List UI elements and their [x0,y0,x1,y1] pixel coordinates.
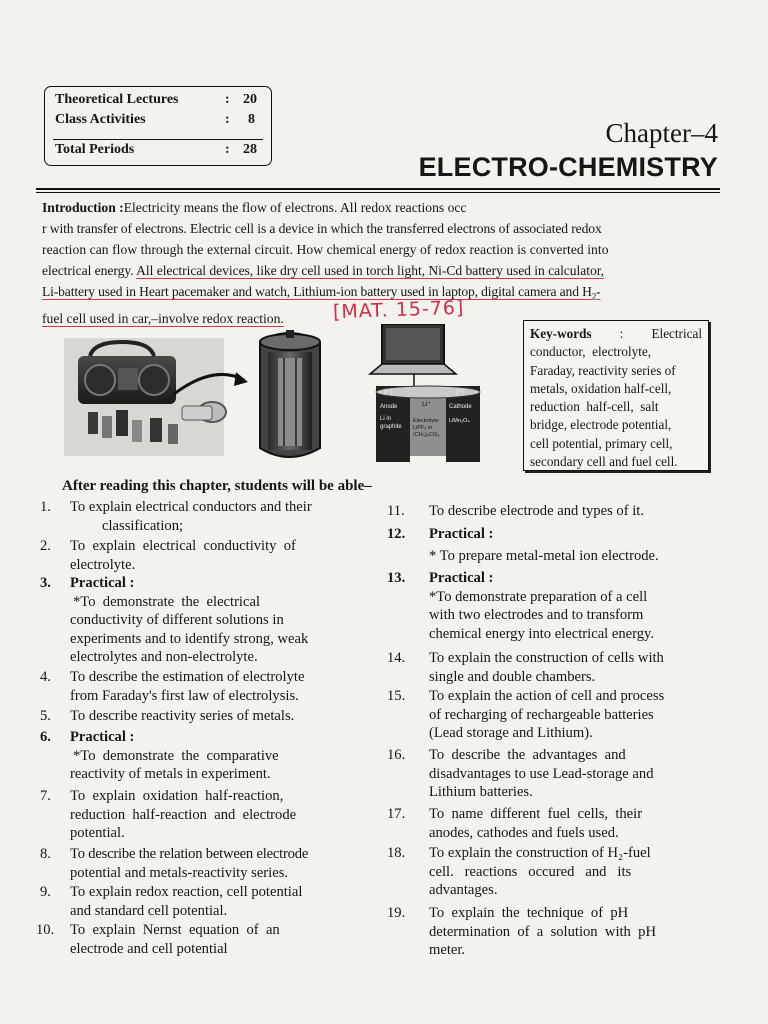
intro-line: r with transfer of electrons. Electric cell is a device in which the transferred electrons of associated redox [42,221,602,236]
objective-text [70,707,372,726]
objective-number: 4. [40,669,51,685]
periods-value: 20 [243,92,257,107]
objective-line: advantages. [429,882,498,899]
objective-line: with two electrodes and to transform [429,607,644,624]
practical-label: Practical : [429,526,494,542]
objective-text [70,845,372,882]
objective-line: anodes, cathodes and fuels used. [429,824,619,841]
objective-number: 7. [40,788,51,804]
anode-sign: (−) [384,389,393,396]
keywords-heading: Key-words [530,326,592,341]
objective-number: 12. [387,526,406,542]
practical-label: Practical : [429,570,494,586]
objective-line: reactivity of metals in experiment. [70,766,271,783]
radio-and-batteries-photo [64,338,248,456]
handwritten-note: [MAT. 15-76] [332,296,465,324]
periods-value: 28 [243,142,257,157]
periods-label: Theoretical Lectures [55,92,179,107]
objective-text [70,668,372,705]
periods-label: Class Activities [55,112,146,127]
chapter-number: Chapter–4 [605,118,718,148]
objective-number: 8. [40,846,51,862]
lithium-ion-cell-diagram [376,386,480,462]
cathode-label: Cathode [449,404,472,410]
objective-text [70,787,372,843]
cathode-sign: (+) [456,389,465,396]
objective-number: 5. [40,708,51,724]
objective-text [429,525,721,565]
objective-line: potential and metals-reactivity series. [70,864,289,881]
objective-number: 19. [387,905,406,921]
electrolyte-label: Electrolyte [413,418,439,424]
intro-line-text: - [596,284,601,299]
periods-value: 8 [248,112,255,127]
objective-line: disadvantages to use Lead-storage and [429,765,654,782]
objective-line: *To demonstrate the comparative [73,747,279,764]
intro-line-text: Li-battery used in Heart pacemaker and watch, Lithium-ion battery used in laptop, digital camera and H [42,284,592,299]
objective-text [429,569,721,643]
cathode-material: LiMn₂O₄ [449,418,470,424]
objective-number: 6. [40,729,51,745]
periods-label: Total Periods [55,142,135,157]
objective-text [70,883,372,920]
objective-line: *To demonstrate the electrical [73,593,260,610]
practical-label: Practical : [70,575,135,591]
battery-illustration [64,324,516,466]
keywords-line: conductor, electrolyte, [530,344,652,360]
objective-line: To explain the action of cell and process [429,688,665,704]
practical-label: Practical : [70,729,135,745]
objective-number: 13. [387,570,406,586]
keywords-line: cell potential, primary cell, [530,435,673,451]
objective-text [70,728,372,784]
intro-line [42,260,723,281]
objective-text [429,502,721,521]
electrolyte-label: LiPF₆ in [413,425,433,431]
objective-line: cell. reactions occured and its [429,863,632,880]
chapter-title: ELECTRO-CHEMISTRY [418,152,718,182]
periods-colon: : [225,92,230,107]
periods-colon: : [225,112,230,127]
objective-text [70,574,372,667]
objective-text [429,746,721,802]
objective-number: 11. [387,503,405,519]
objective-number: 9. [40,884,51,900]
objective-line: To describe the estimation of electrolyte [70,669,305,685]
intro-line: reaction can flow through the external circuit. How chemical energy of redox reaction is converted into [42,242,609,257]
objective-line: single and double chambers. [429,668,596,685]
electrolyte-label: (CH₃)₂CO₃ [413,432,440,438]
objective-line: Lithium batteries. [429,784,533,801]
objective-line: classification; [102,517,184,534]
objective-text [429,805,721,842]
objective-number: 3. [40,575,51,591]
keywords-line: Faraday, reactivity series of [530,362,676,378]
objective-number: 16. [387,747,406,763]
objective-text [70,921,372,958]
objective-line: To name different fuel cells, their [429,806,643,822]
objective-text [429,844,721,900]
objective-text [429,904,721,960]
objective-line: To describe reactivity series of metals. [70,708,295,724]
anode-material: Li in [380,416,392,422]
objective-line: To explain electrical conductors and their [70,499,312,515]
highlighted-text: fuel cell used in car,–involve redox reaction. [42,310,284,326]
periods-colon: : [225,142,230,157]
objective-line: of recharging of rechargeable batteries [429,706,654,723]
objective-line: To explain the technique of pH [429,905,629,921]
objective-line: reduction half-reaction and electrode [70,806,297,823]
heading-rule [36,188,720,190]
anode-material: graphite [380,424,402,430]
objective-line: To describe the advantages and [429,747,626,763]
intro-line-text: electrical energy. [42,263,137,278]
keywords-line: Electrical [651,326,702,341]
laptop-sketch [370,324,456,386]
objective-line: To explain Nernst equation of an [70,922,280,938]
intro-line-text: Electricity means the flow of electrons. All redox reactions occ [123,200,467,215]
periods-box [44,86,272,166]
objective-number: 15. [387,688,406,704]
keywords-line: reduction half-cell, salt [530,399,659,415]
objective-line: To describe the relation between electrode [70,846,309,862]
ion-label: Li⁺ [422,401,432,408]
objective-line: To explain oxidation half-reaction, [70,788,284,804]
objective-line: To describe electrode and types of it. [429,503,644,519]
keywords-colon: : [619,326,624,341]
heading-rule-thin [36,192,720,193]
objective-line: To explain electrical conductivity of [70,538,296,554]
objective-text [429,687,721,743]
anode-label: Anode [380,404,398,410]
objective-text [70,498,372,535]
keywords-line: bridge, electrode potential, [530,417,672,433]
keywords-box [523,320,709,471]
objective-number: 1. [40,499,51,515]
objective-line: meter. [429,942,466,959]
dry-cell-cross-section [260,330,320,457]
objective-number: 2. [40,538,51,554]
objective-line: electrolyte. [70,556,136,573]
objective-line: potential. [70,825,125,842]
subscript: 2 [591,291,597,302]
objective-line: experiments and to identify strong, weak [70,630,309,647]
keywords-first-line [530,325,702,343]
objective-line: and standard cell potential. [70,902,228,919]
objective-number: 17. [387,806,406,822]
objective-text [70,537,372,574]
objective-line: To explain the construction of cells with [429,650,664,666]
highlighted-text: All electrical devices, like dry cell used in torch light, Ni-Cd battery used in calculator, [136,263,604,278]
objective-number: 18. [387,845,406,861]
objective-text [429,649,721,686]
objective-line: determination of a solution with pH [429,923,656,940]
objective-line: To explain the construction of H₂-fuel [429,845,651,861]
objective-line: conductivity of different solutions in [70,612,284,629]
objectives-heading: After reading this chapter, students will be able– [62,478,372,494]
intro-line [42,197,723,218]
objective-number: 10. [36,922,55,938]
periods-divider [53,139,263,140]
objective-line: electrode and cell potential [70,940,228,957]
keywords-line: metals, oxidation half-cell, [530,380,672,396]
intro-heading: Introduction : [42,200,124,215]
objective-line: from Faraday's first law of electrolysis. [70,687,299,704]
objective-line: To explain redox reaction, cell potential [70,884,303,900]
keywords-line: secondary cell and fuel cell. [530,454,678,470]
objective-line: chemical energy into electrical energy. [429,625,655,642]
objective-number: 14. [387,650,406,666]
objective-line: * To prepare metal-metal ion electrode. [429,547,659,564]
objective-line: (Lead storage and Lithium). [429,725,593,742]
objective-line: *To demonstrate preparation of a cell [429,588,648,605]
objective-line: electrolytes and non-electrolyte. [70,649,258,666]
